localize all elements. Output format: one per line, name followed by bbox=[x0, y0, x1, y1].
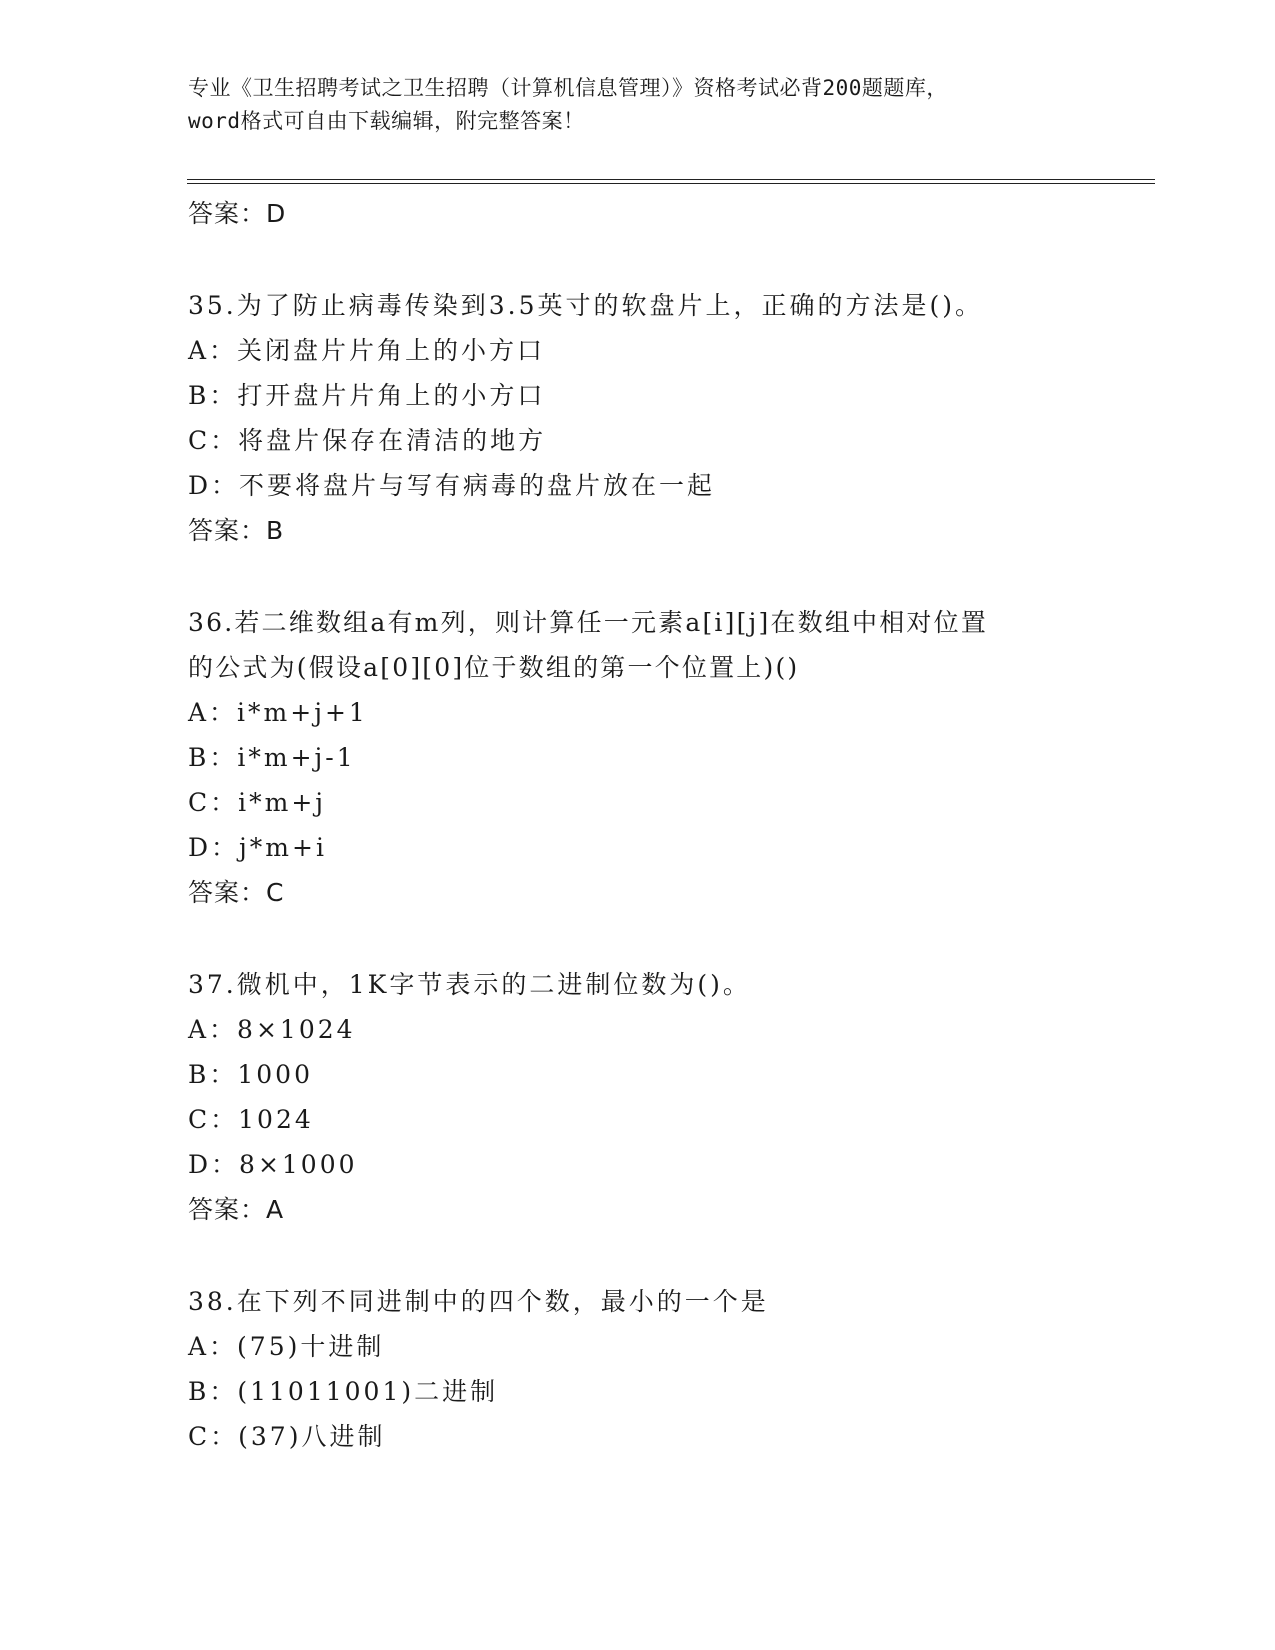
option-a: A：关闭盘片片角上的小方口 bbox=[188, 336, 546, 365]
option-a: A：(75)十进制 bbox=[188, 1332, 385, 1361]
option-c: C：1024 bbox=[188, 1105, 314, 1134]
question-37 bbox=[188, 962, 1088, 1232]
header-line-2: word格式可自由下载编辑，附完整答案！ bbox=[188, 109, 585, 133]
option-a: A：8×1024 bbox=[188, 1015, 356, 1044]
question-35 bbox=[188, 283, 1088, 553]
option-d: D：不要将盘片与写有病毒的盘片放在一起 bbox=[188, 471, 716, 500]
option-c: C：将盘片保存在清洁的地方 bbox=[188, 426, 547, 455]
option-d: D：8×1000 bbox=[188, 1150, 358, 1179]
spacer bbox=[188, 553, 1088, 600]
spacer bbox=[188, 1232, 1088, 1279]
option-a: A：i*m+j+1 bbox=[188, 698, 368, 727]
answer-35: 答案：B bbox=[188, 516, 285, 545]
question-35-text: 35.为了防止病毒传染到3.5英寸的软盘片上，正确的方法是()。 bbox=[188, 291, 984, 320]
option-c: C：i*m+j bbox=[188, 788, 327, 817]
question-36-text-line-2: 的公式为(假设a[0][0]位于数组的第一个位置上)() bbox=[188, 653, 800, 682]
option-b: B：i*m+j-1 bbox=[188, 743, 356, 772]
option-b: B：1000 bbox=[188, 1060, 313, 1089]
header-divider-bottom bbox=[187, 183, 1155, 184]
answer-34: 答案：D bbox=[188, 199, 287, 228]
option-c: C：(37)八进制 bbox=[188, 1422, 386, 1451]
header-line-1: 专业《卫生招聘考试之卫生招聘（计算机信息管理）》资格考试必背200题题库， bbox=[188, 76, 948, 100]
question-37-text: 37.微机中，1K字节表示的二进制位数为()。 bbox=[188, 970, 751, 999]
question-list bbox=[188, 191, 1088, 1459]
question-38 bbox=[188, 1279, 1088, 1459]
document-header bbox=[188, 72, 1088, 138]
spacer bbox=[188, 236, 1088, 283]
question-36 bbox=[188, 600, 1088, 915]
option-b: B：打开盘片片角上的小方口 bbox=[188, 381, 546, 410]
option-b: B：(11011001)二进制 bbox=[188, 1377, 499, 1406]
answer-37: 答案：A bbox=[188, 1195, 285, 1224]
question-36-text-line-1: 36.若二维数组a有m列，则计算任一元素a[i][j]在数组中相对位置 bbox=[188, 608, 989, 637]
answer-36: 答案：C bbox=[188, 878, 285, 907]
option-d: D：j*m+i bbox=[188, 833, 327, 862]
header-divider-top bbox=[187, 179, 1155, 180]
question-38-text: 38.在下列不同进制中的四个数，最小的一个是 bbox=[188, 1287, 769, 1316]
spacer bbox=[188, 915, 1088, 962]
